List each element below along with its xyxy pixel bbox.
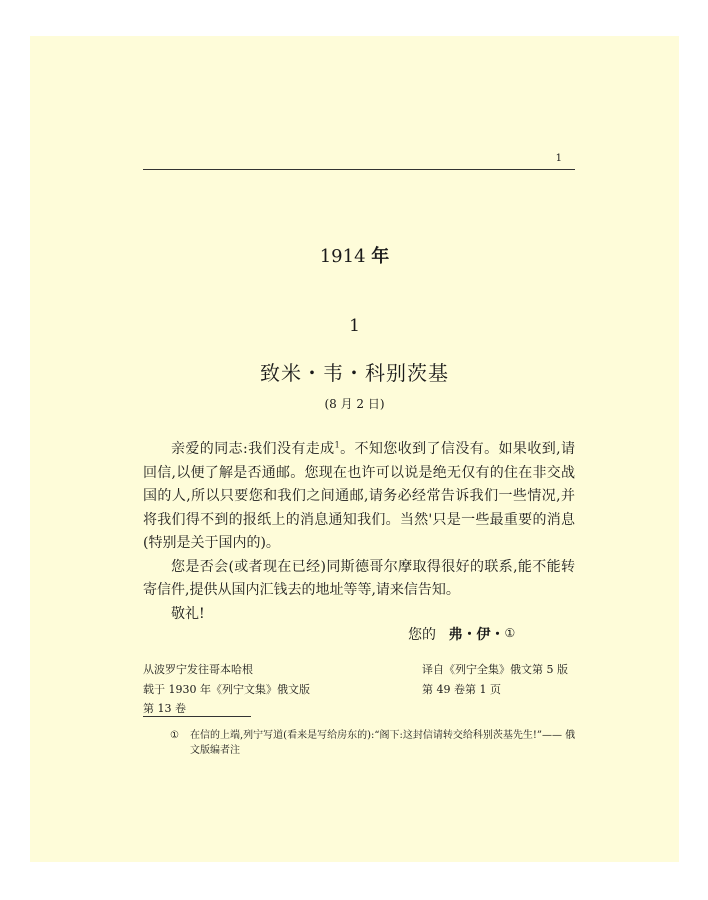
source-line-1: 从波罗宁发往哥本哈根	[143, 663, 253, 676]
translation-line-2: 第 49 卷第 1 页	[422, 682, 501, 696]
footnote-marker: ①	[170, 730, 179, 741]
footnote-reference: ①	[504, 626, 516, 640]
header-rule	[143, 169, 575, 170]
letter-date: (8 月 2 日)	[324, 397, 385, 411]
footnote	[170, 728, 580, 758]
year-heading	[30, 242, 679, 268]
signature	[408, 624, 515, 644]
year-value: 1914	[319, 246, 366, 267]
document-page	[30, 36, 679, 862]
paragraph-1-rest: 。不知您收到了信没有。如果收到,请回信,以便了解是否通邮。您现在也许可以说是绝无仅有的住在非交战国的人,所以只要您和我们之间通邮,请务必经常告诉我们一些情况,并将我们得不到的报纸上的消息通知我们。当然'只是一些最重要的消息(特别是关于国内的)。	[143, 441, 575, 551]
signature-prefix: 您的	[408, 627, 436, 643]
closing-line: 敬礼!	[171, 605, 205, 622]
publication-source	[143, 660, 310, 719]
paragraph-1	[143, 438, 575, 556]
year-suffix: 年	[371, 246, 390, 267]
letter-body	[143, 438, 575, 626]
source-line-2: 载于 1930 年《列宁文集》俄文版	[143, 682, 310, 696]
translation-source	[422, 660, 568, 699]
footnote-rule	[143, 716, 251, 717]
letter-number: 1	[349, 316, 360, 336]
page-number: 1	[555, 153, 562, 164]
paragraph-1-start: 亲爱的同志:我们没有走成	[171, 441, 335, 457]
translation-line-1: 译自《列宁全集》俄文第 5 版	[422, 663, 568, 676]
signature-name: 弗・伊・	[448, 627, 505, 643]
endnote-marker: 1	[334, 440, 340, 450]
paragraph-2: 您是否会(或者现在已经)同斯德哥尔摩取得很好的联系,能不能转寄信件,提供从国内汇钱去的地址等等,请来信告知。	[143, 558, 575, 598]
footnote-text: 在信的上端,列宁写道(看来是写给房东的):“阁下:这封信请转交给科别茨基先生!”—— 俄文版编者注	[190, 730, 576, 756]
letter-title: 致米・韦・科别茨基	[260, 361, 449, 385]
source-line-3: 第 13 卷	[143, 702, 186, 715]
